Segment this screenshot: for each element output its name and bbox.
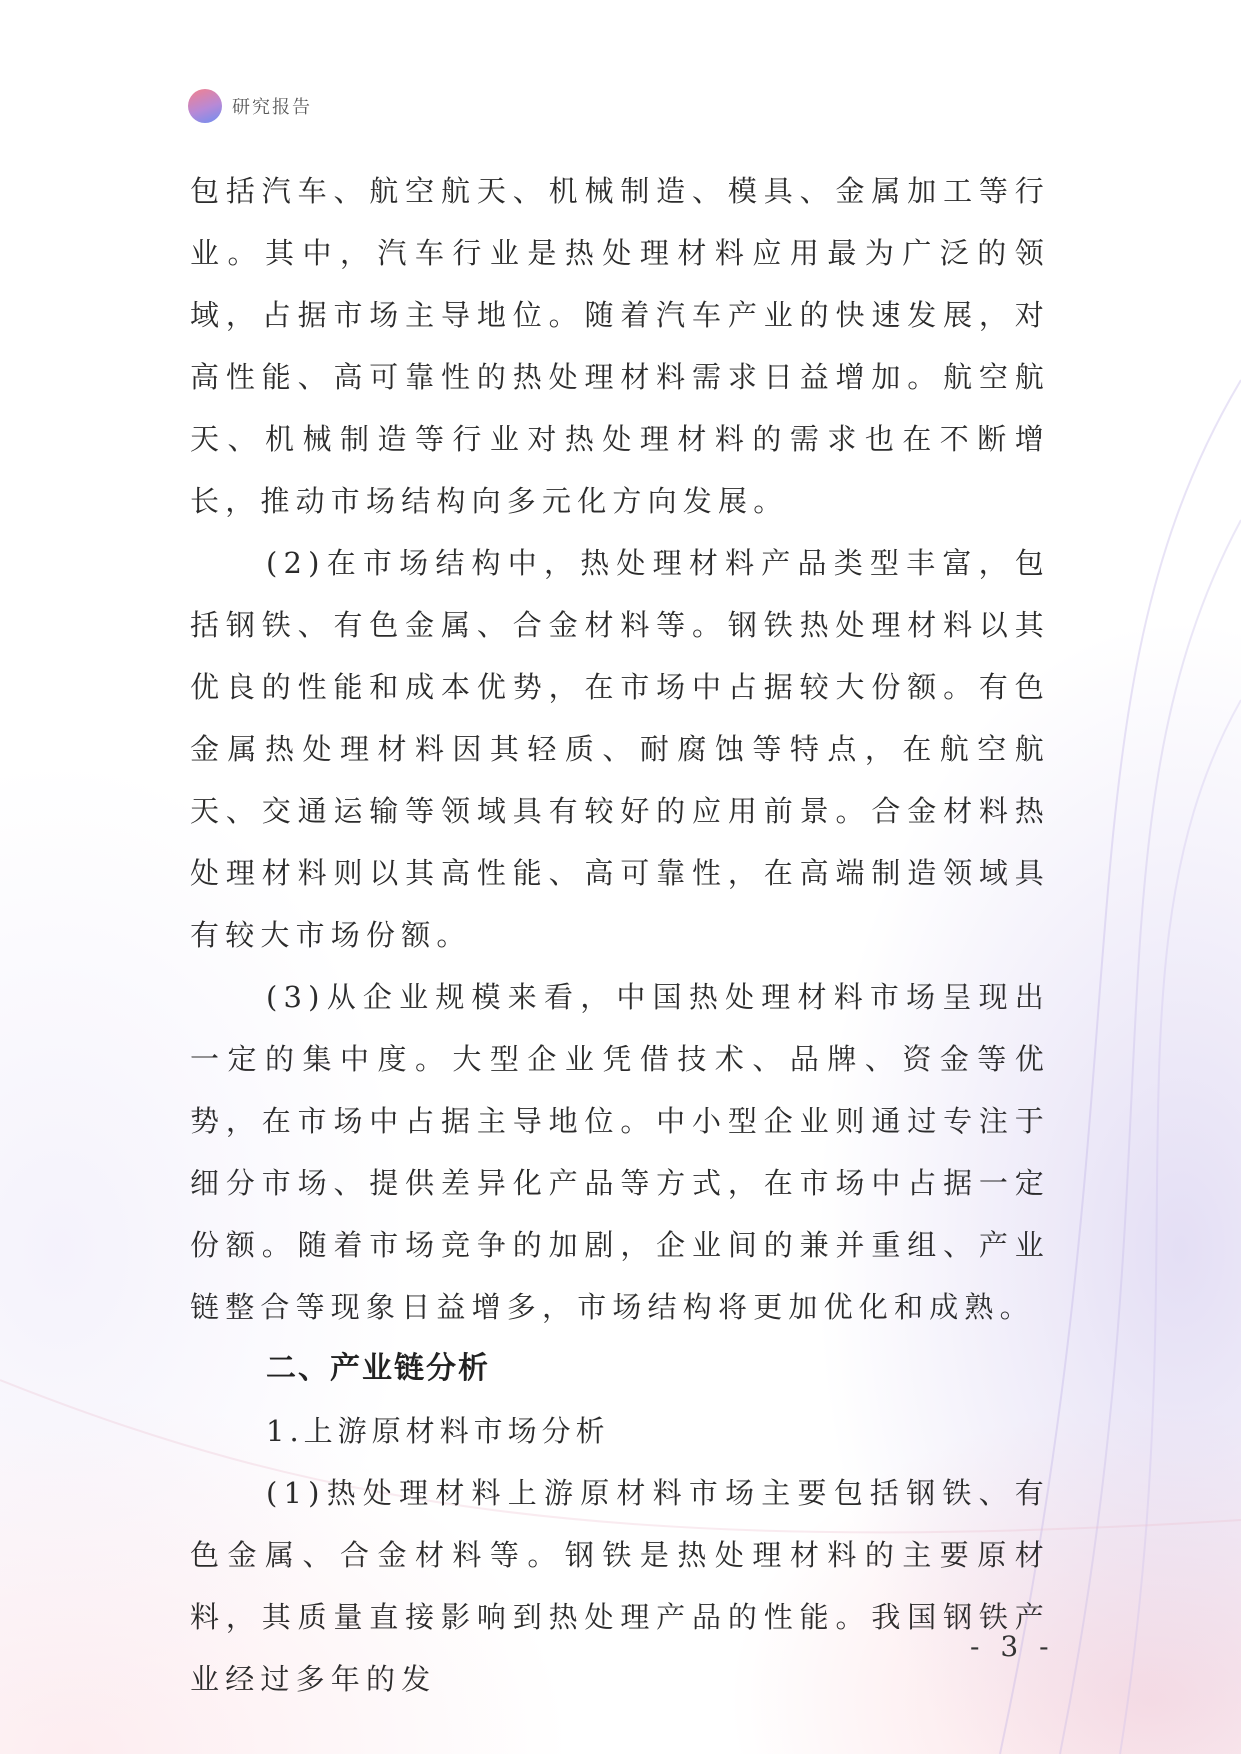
report-header — [188, 88, 312, 124]
paragraph-1: 包括汽车、航空航天、机械制造、模具、金属加工等行业。其中，汽车行业是热处理材料应用最为广泛的领域，占据市场主导地位。随着汽车产业的快速发展，对高性能、高可靠性的热处理材料需求日益增加。航空航天、机械制造等行业对热处理材料的需求也在不断增长，推动市场结构向多元化方向发展。 — [190, 174, 1050, 518]
paragraph-2: (2)在市场结构中，热处理材料产品类型丰富，包括钢铁、有色金属、合金材料等。钢铁热处理材料以其优良的性能和成本优势，在市场中占据较大份额。有色金属热处理材料因其轻质、耐腐蚀等特点，在航空航天、交通运输等领域具有较好的应用前景。合金材料热处理材料则以其高性能、高可靠性，在高端制造领域具有较大市场份额。 — [190, 546, 1050, 952]
paragraph-3: (3)从企业规模来看，中国热处理材料市场呈现出一定的集中度。大型企业凭借技术、品牌、资金等优势，在市场中占据主导地位。中小型企业则通过专注于细分市场、提供差异化产品等方式，在市场中占据一定份额。随着市场竞争的加剧，企业间的兼并重组、产业链整合等现象日益增多，市场结构将更加优化和成熟。 — [190, 980, 1050, 1324]
header-title: 研究报告 — [232, 97, 312, 118]
subsection-heading: 1.上游原材料市场分析 — [266, 1414, 610, 1448]
section-heading: 二、产业链分析 — [266, 1351, 490, 1386]
logo-circle-icon — [188, 89, 222, 123]
document-body — [190, 160, 1050, 1710]
paragraph-4: (1)热处理材料上游原材料市场主要包括钢铁、有色金属、合金材料等。钢铁是热处理材料的主要原材料，其质量直接影响到热处理产品的性能。我国钢铁产业经过多年的发 — [190, 1476, 1050, 1696]
page-number: - 3 - — [970, 1630, 1055, 1663]
